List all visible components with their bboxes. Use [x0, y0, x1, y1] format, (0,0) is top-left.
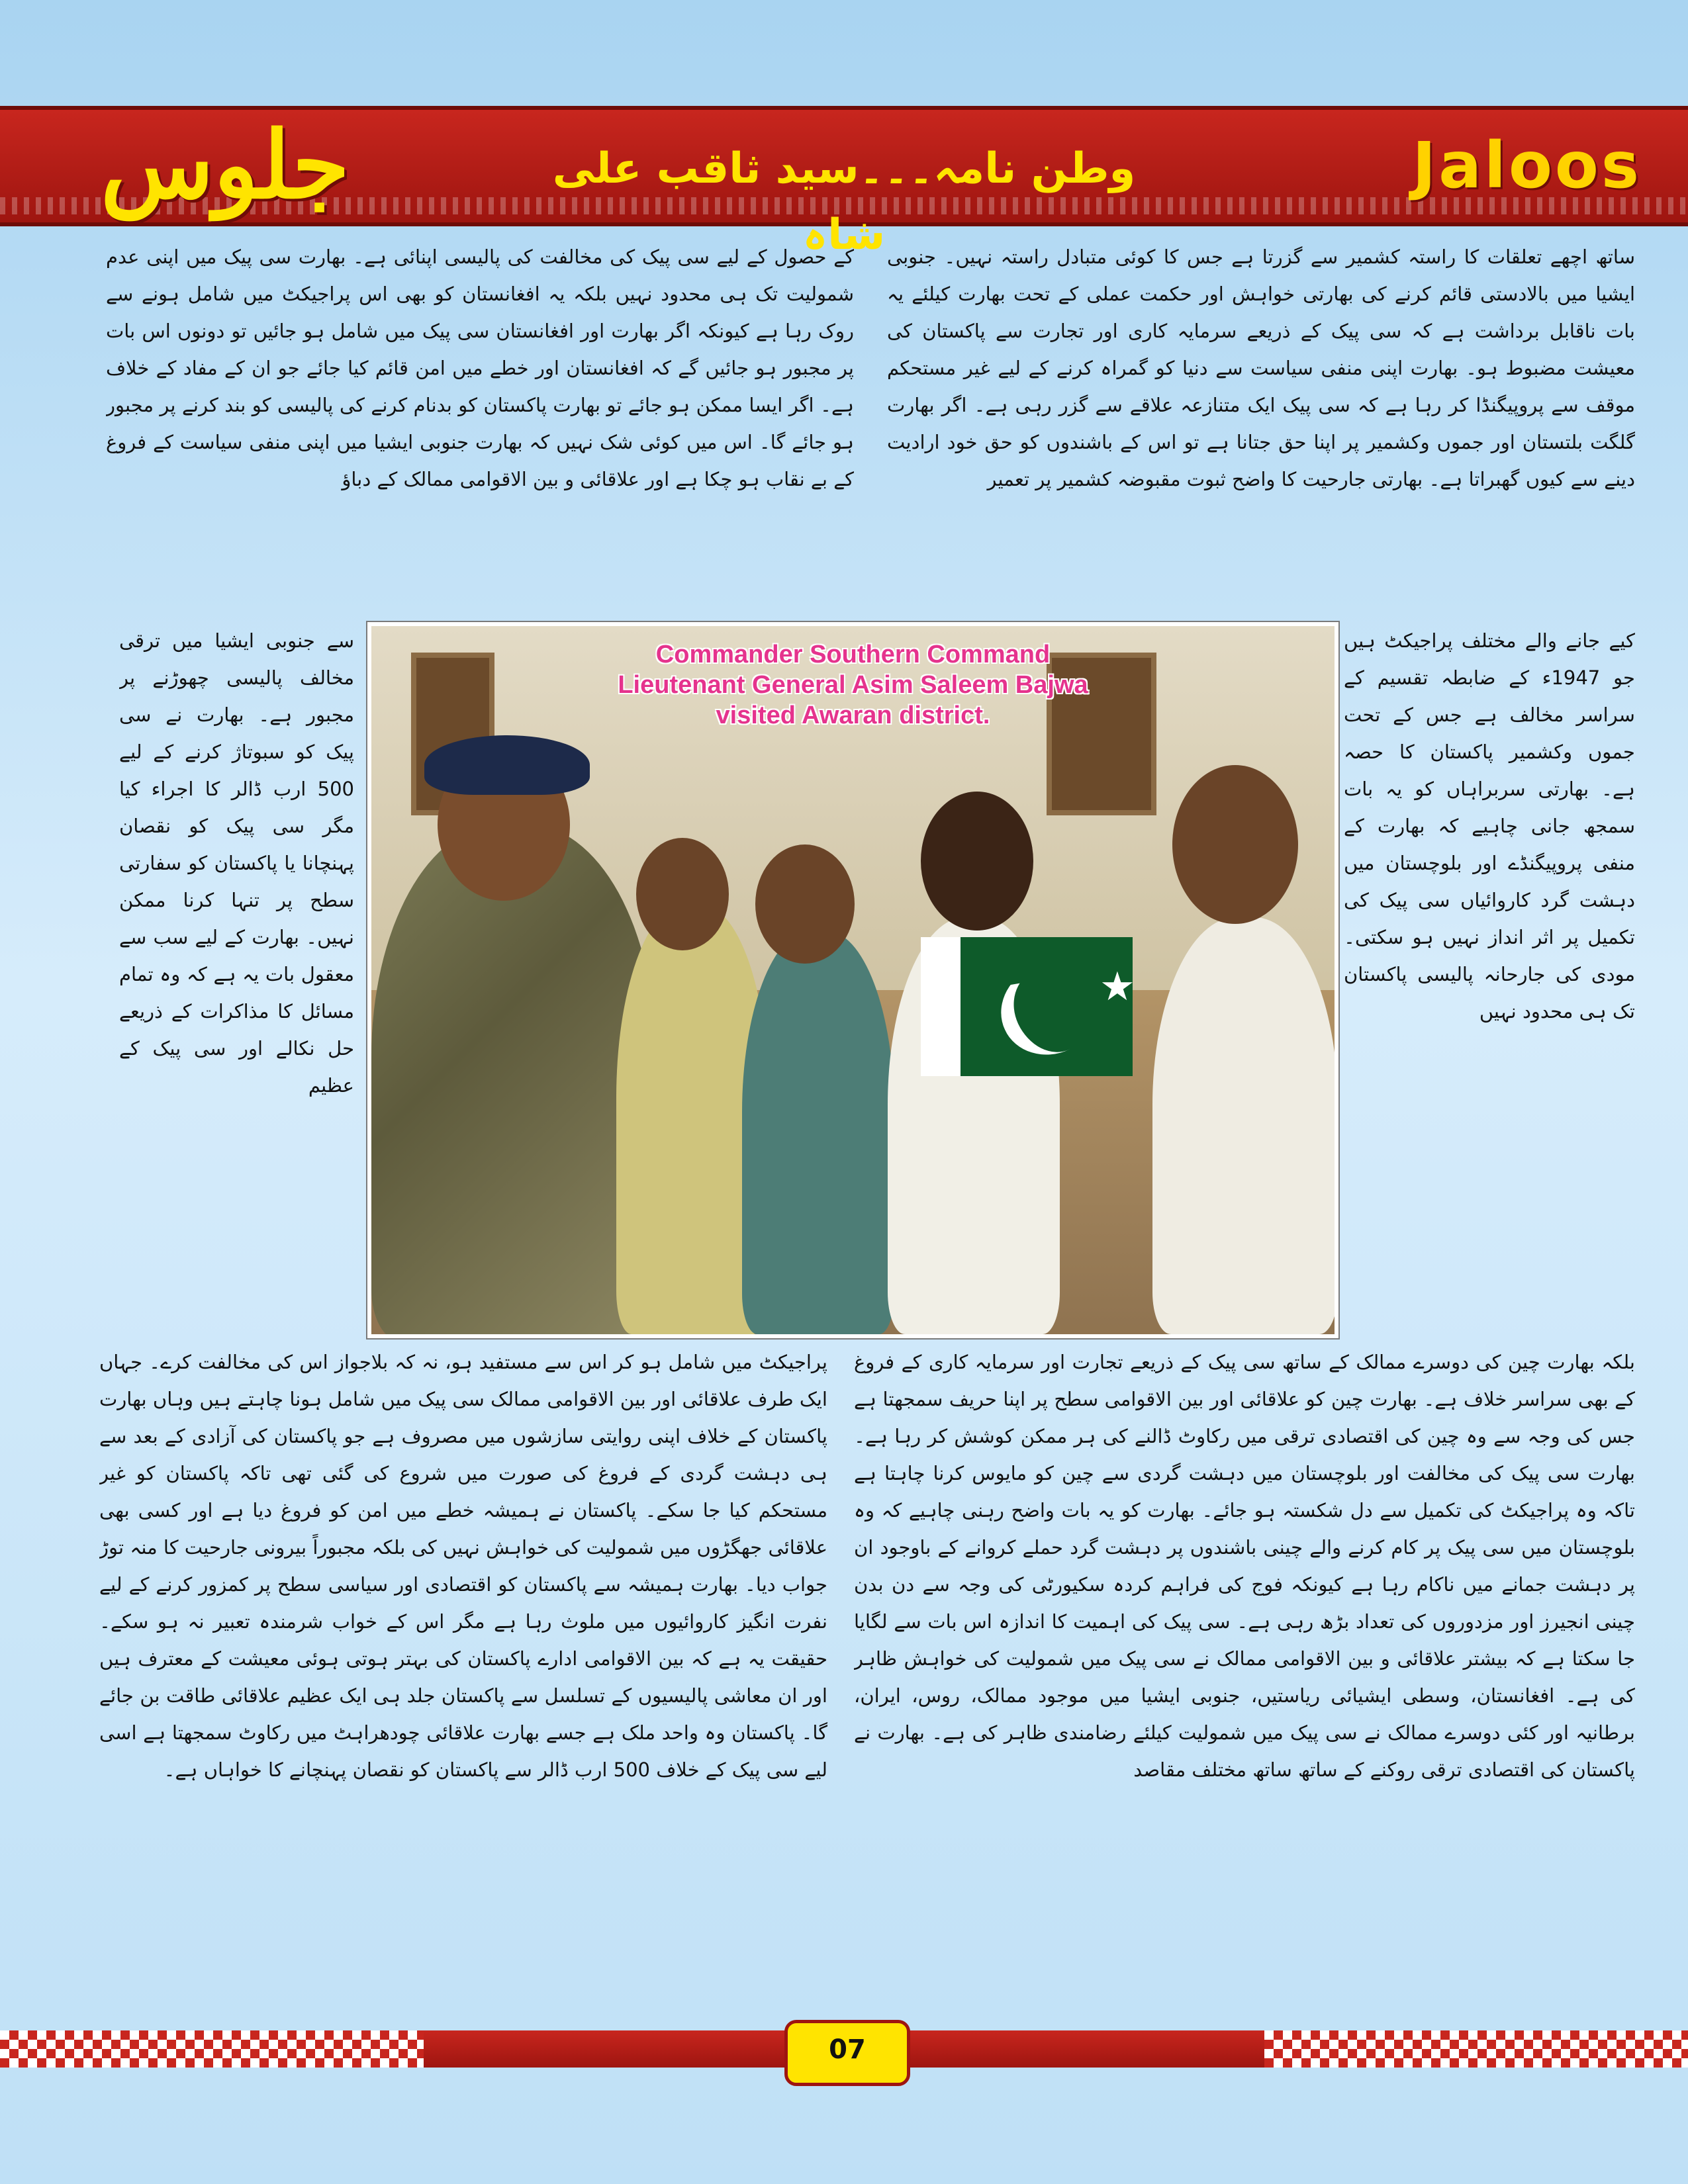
article-paragraph: ساتھ اچھے تعلقات کا راستہ کشمیر سے گزرتا ہے جس کا کوئی متبادل راستہ نہیں۔ جنوبی ایشیا میں بالادستی قائم کرنے کی بھارتی خواہش اور حکمت عملی کے تحت بھارت کیلئے یہ بات ناقابل برداشت ہے کہ سی پیک کے ذریعے سرمایہ کاری اور تجارت سے پاکستان کی معیشت مضبوط ہو۔ بھارت اپنی منفی سیاست سے دنیا کو گمراہ کرنے کے لیے غیر مستحکم موقف سے پروپیگنڈا کر رہا ہے کہ سی پیک ایک متنازعہ علاقے سے گزر رہی ہے۔ اگر بھارت گلگت بلتستان اور جموں وکشمیر پر اپنا حق جتانا ہے تو اس کے باشندوں کو حق خود ارادیت دینے سے کیوں گھبراتا ہے۔ بھارتی جارحیت کا واضح ثبوت مقبوضہ کشمیر پر تعمیر	[887, 246, 1635, 490]
photo-caption	[371, 639, 1335, 731]
caption-line: Commander Southern Command	[655, 641, 1051, 668]
star-icon: ★	[1100, 964, 1135, 1010]
crescent-icon	[986, 946, 1115, 1070]
page-number: 07	[784, 2020, 910, 2086]
article-column-mid-left	[119, 622, 354, 1330]
photo-officer	[371, 825, 656, 1338]
section-title: وطن نامہ۔۔۔سید ثاقب علی شاہ	[552, 144, 1136, 259]
article-paragraph: کے حصول کے لیے سی پیک کی مخالفت کی پالیسی اپنائی ہے۔ بھارت سی پیک میں اپنی عدم شمولیت تک ہی محدود نہیں بلکہ یہ افغانستان کو بھی اس پراجیکٹ میں شامل ہونے سے روک رہا ہے کیونکہ اگر بھارت اور افغانستان سی پیک میں شامل ہو جائیں تو دونوں اس بات پر مجبور ہو جائیں گے کہ افغانستان اور خطے میں امن قائم کیا جائے جو ان کے مفاد کے خلاف ہے۔ اگر ایسا ممکن ہو جائے تو بھارت پاکستان کو بدنام کرنے کی پالیسی کو بند کرنے پر مجبور ہو جائے گا۔ اس میں کوئی شک نہیں کہ بھارت جنوبی ایشیا میں اپنی منفی سیاست کے فروغ کے بے نقاب ہو چکا ہے اور علاقائی و بین الاقوامی ممالک کے دباؤ	[106, 246, 854, 490]
photo-boy	[742, 931, 894, 1334]
photo-boy	[1152, 917, 1338, 1334]
article-column-bottom-left	[99, 1343, 827, 2012]
article-photo	[367, 622, 1338, 1338]
article-column-top-left	[106, 238, 854, 609]
logo-urdu: جلوس	[100, 111, 350, 220]
footer-checker-left	[0, 2030, 424, 2068]
article-column-top-right	[887, 238, 1635, 609]
photo-beret	[424, 735, 590, 795]
logo-latin: Jaloos	[1412, 128, 1642, 203]
photo-boy-head	[636, 838, 729, 950]
article-column-mid-right	[1344, 622, 1635, 1330]
footer-checker-right	[1264, 2030, 1688, 2068]
caption-line: visited Awaran district.	[716, 702, 990, 729]
photo-boy-head	[921, 792, 1033, 931]
article-paragraph: بلکہ بھارت چین کی دوسرے ممالک کے ساتھ سی پیک کے ذریعے تجارت اور سرمایہ کاری کے فروغ کے بھی سراسر خلاف ہے۔ بھارت چین کو علاقائی اور بین الاقوامی سطح پر اپنا حریف سمجھتا ہے جس کی وجہ سے وہ چین کی اقتصادی ترقی میں رکاوٹ ڈالنے کی ہر ممکن کوشش کر رہا ہے۔ بھارت سی پیک کی مخالفت اور بلوچستان میں دہشت گردی سے چین کو مایوس کرنا چاہتا ہے تاکہ وہ پراجیکٹ کی تکمیل سے دل شکستہ ہو جائے۔ بھارت کو یہ بات واضح رہنی چاہیے کہ وہ بلوچستان میں سی پیک پر کام کرنے والے چینی باشندوں پر دہشت گرد حملے کروانے کے باوجود ان پر دہشت جمانے میں ناکام رہا ہے کیونکہ فوج کی فراہم کردہ سکیورٹی کی وجہ سے دن بدن چینی انجیرز اور مزدوروں کی تعداد بڑھ رہی ہے۔ سی پیک کی اہمیت کا اندازہ اس بات سے لگایا جا سکتا ہے کہ بیشتر علاقائی و بین الاقوامی ممالک نے سی پیک میں شمولیت کی خواہش ظاہر کی ہے۔ افغانستان، وسطی ایشیائی ریاستیں، جنوبی ایشیا میں موجود ممالک، روس، ایران، برطانیہ اور کئی دوسرے ممالک نے سی پیک میں شمولیت کیلئے رضامندی ظاہر کی ہے۔ بھارت نے پاکستان کی اقتصادی ترقی روکنے کے ساتھ ساتھ مختلف مقاصد	[854, 1351, 1635, 1781]
photo-boy-head	[755, 844, 855, 964]
caption-line: Lieutenant General Asim Saleem Bajwa	[618, 671, 1088, 699]
photo-boy-head	[1172, 765, 1298, 924]
article-column-bottom-right	[854, 1343, 1635, 2012]
pakistan-flag	[921, 937, 1133, 1076]
article-paragraph: پراجیکٹ میں شامل ہو کر اس سے مستفید ہو، نہ کہ بلاجواز اس کی مخالفت کرے۔ جہاں ایک طرف علاقائی اور بین الاقوامی ممالک سی پیک میں شامل ہونا چاہتے ہیں وہاں بھارت پاکستان کے خلاف اپنی روایتی سازشوں میں مصروف ہے جو پاکستان کی آزادی کے بعد سے ہی دہشت گردی کے فروغ کی صورت میں شروع کی گئی تھی تاکہ پاکستان کو غیر مستحکم کیا جا سکے۔ پاکستان نے ہمیشہ خطے میں امن کو فروغ دیا ہے اور کسی بھی علاقائی جھگڑوں میں شمولیت کی خواہش نہیں کی بلکہ مجبوراً بیرونی جارحیت کا منہ توڑ جواب دیا۔ بھارت ہمیشہ سے پاکستان کو اقتصادی اور سیاسی سطح پر کمزور کرنے کے لیے نفرت انگیز کاروائیوں میں ملوث رہا ہے مگر اس کے خواب شرمندہ تعبیر نہ ہو سکے۔ حقیقت یہ ہے کہ بین الاقوامی ادارے پاکستان کی بہتر ہوتی ہوئی معیشت کے معترف ہیں اور ان معاشی پالیسیوں کے تسلسل سے پاکستان جلد ہی ایک عظیم علاقائی طاقت بن جائے گا۔ پاکستان وہ واحد ملک ہے جسے بھارت علاقائی چودھراہٹ میں رکاوٹ سمجھتا ہے اسی لیے سی پیک کے خلاف 500 ارب ڈالر سے پاکستان کو نقصان پہنچانے کا خواہاں ہے۔	[99, 1351, 827, 1781]
article-paragraph: سے جنوبی ایشیا میں ترقی مخالف پالیسی چھوڑنے پر مجبور ہے۔ بھارت نے سی پیک کو سبوتاژ کرنے کے لیے 500 ارب ڈالر کا اجراء کیا مگر سی پیک کو نقصان پہنچانا یا پاکستان کو سفارتی سطح پر تنہا کرنا ممکن نہیں۔ بھارت کے لیے سب سے معقول بات یہ ہے کہ وہ تمام مسائل کا مذاکرات کے ذریعے حل نکالے اور سی پیک کے عظیم	[119, 629, 354, 1097]
article-paragraph: کیے جانے والے مختلف پراجیکٹ ہیں جو 1947ء کے ضابطہ تقسیم کے سراسر مخالف ہے جس کے تحت جموں وکشمیر پاکستان کا حصہ ہے۔ بھارتی سربراہاں کو یہ بات سمجھ جانی چاہیے کہ بھارت کے منفی پروپیگنڈے اور بلوچستان میں دہشت گرد کاروائیاں سی پیک کی تکمیل پر اثر انداز نہیں ہو سکتی۔ مودی کی جارحانہ پالیسی پاکستان تک ہی محدود نہیں	[1344, 629, 1635, 1023]
